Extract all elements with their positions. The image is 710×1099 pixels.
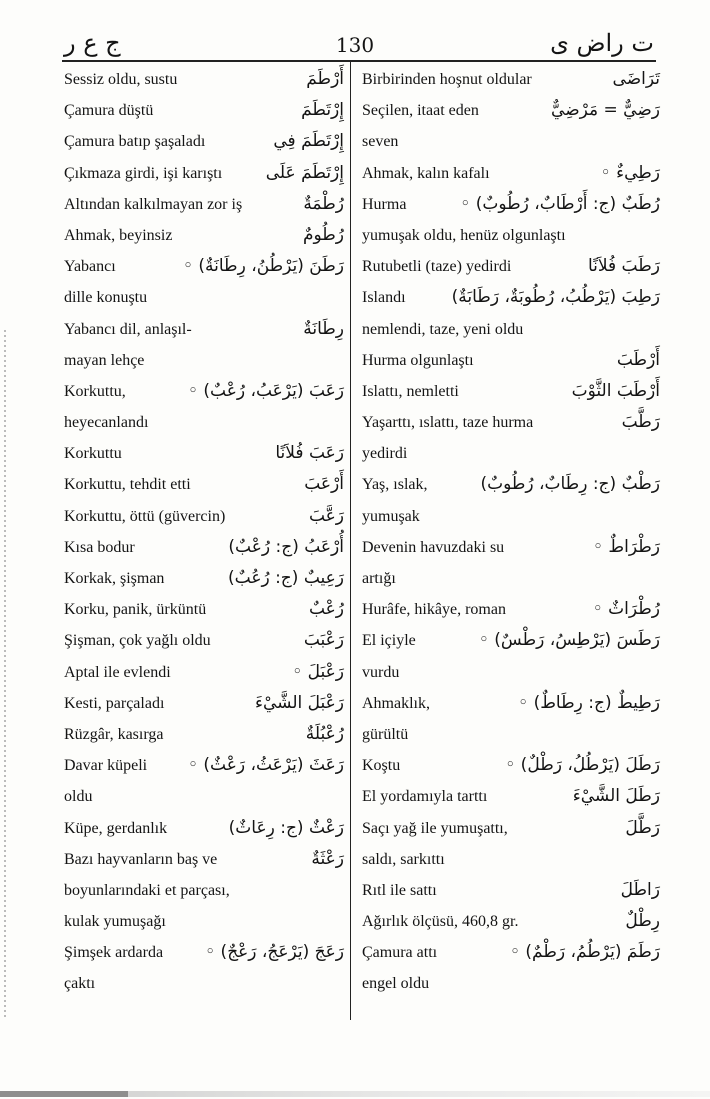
arabic-headword: رَطْرَاطٌ ◦ (593, 536, 660, 557)
left-column (64, 64, 344, 1000)
turkish-text: Ahmak, beyinsiz (64, 226, 173, 244)
turkish-text: Islattı, nemletti (362, 382, 459, 400)
dictionary-entry (362, 64, 660, 95)
turkish-text: çaktı (64, 975, 96, 993)
dictionary-entry (362, 251, 660, 282)
dictionary-entry (362, 657, 660, 688)
turkish-text: Altından kalkılmayan zor iş (64, 195, 243, 213)
arabic-headword: رُطَبٌ (ج: أَرْطَابٌ، رُطُوبٌ) ◦ (460, 193, 660, 214)
column-divider (350, 62, 351, 1020)
dictionary-entry (362, 189, 660, 220)
dictionary-entry (64, 968, 344, 999)
turkish-text: El yordamıyla tarttı (362, 788, 488, 806)
dictionary-entry (64, 625, 344, 656)
dictionary-entry (362, 594, 660, 625)
arabic-headword: تَرَاضَى (612, 69, 660, 89)
turkish-text: Rutubetli (taze) yedirdi (362, 258, 512, 276)
arabic-headword: رَاطَلَ (620, 879, 660, 900)
arabic-headword: رَطَلَ الشَّيْءَ (572, 786, 660, 807)
dictionary-entry (64, 875, 344, 906)
turkish-text: yumuşak oldu, henüz olgunlaştı (362, 226, 566, 244)
dictionary-entry (362, 875, 660, 906)
turkish-text: dille konuştu (64, 289, 148, 307)
dictionary-entry (64, 594, 344, 625)
dictionary-entry (64, 906, 344, 937)
arabic-headword: رَعْثٌ (ج: رِعَاثٌ) (228, 817, 344, 838)
dictionary-entry (64, 813, 344, 844)
dictionary-entry (362, 407, 660, 438)
dictionary-entry (64, 64, 344, 95)
arabic-headword: رَعَبَ (يَرْعَبُ، رُعْبٌ) ◦ (187, 380, 344, 401)
dictionary-entry (64, 251, 344, 282)
arabic-headword: رَطَّبَ (621, 412, 660, 433)
turkish-text: Devenin havuzdaki su (362, 538, 505, 556)
dictionary-entry (362, 314, 660, 345)
arabic-headword: رَطَلَ (يَرْطُلُ، رَطْلٌ) ◦ (505, 755, 660, 776)
turkish-text: Kısa bodur (64, 538, 135, 556)
arabic-headword: رَعْبَلَ ◦ (292, 661, 344, 682)
turkish-text: nemlendi, taze, yeni oldu (362, 320, 524, 338)
arabic-headword: رُطْرَاثٌ ◦ (592, 599, 660, 620)
dictionary-entry (362, 158, 660, 189)
dictionary-entry (362, 813, 660, 844)
turkish-text: Şişman, çok yağlı oldu (64, 632, 211, 650)
arabic-headword: رَطِيءٌ ◦ (600, 162, 660, 183)
dictionary-entry (64, 376, 344, 407)
arabic-headword: أَرْطَبَ (616, 349, 660, 370)
arabic-headword: رَعَجَ (يَرْعَجُ، رَعْجٌ) ◦ (205, 942, 344, 963)
turkish-text: Birbirinden hoşnut oldular (362, 71, 532, 88)
arabic-headword: رَعْبَبَ (303, 630, 344, 651)
dictionary-entry (64, 469, 344, 500)
dictionary-entry (362, 438, 660, 469)
dictionary-entry (64, 126, 344, 157)
dictionary-entry (64, 407, 344, 438)
turkish-text: Çamura düştü (64, 102, 154, 120)
dictionary-entry (362, 220, 660, 251)
turkish-text: Korkuttu, öttü (güvercin) (64, 507, 226, 525)
dictionary-entry (362, 469, 660, 500)
turkish-text: Ahmak, kalın kafalı (362, 164, 490, 182)
dictionary-entry (64, 220, 344, 251)
dictionary-entry (362, 719, 660, 750)
turkish-text: Çamura attı (362, 944, 438, 962)
header-right-title: ت راض ى (550, 29, 654, 57)
arabic-headword: رَطَنَ (يَرْطُنُ، رِطَانَةٌ) ◦ (182, 256, 344, 277)
dictionary-entry (362, 563, 660, 594)
turkish-text: Saçı yağ ile yumuşattı, (362, 819, 508, 837)
turkish-text: Koştu (362, 757, 401, 775)
arabic-headword: رِطَانَةٌ (303, 318, 344, 339)
dictionary-entry (362, 126, 660, 157)
arabic-headword: رَعِيبٌ (ج: رُعُبٌ) (228, 568, 344, 588)
arabic-headword: رُعْبٌ (308, 599, 344, 620)
turkish-text: gürültü (362, 725, 409, 743)
arabic-headword: رَطِبَ (يَرْطُبُ، رُطُوبَةٌ، رَطَابَةٌ) (451, 287, 660, 308)
turkish-text: El içiyle (362, 632, 416, 650)
turkish-text: Hurma (362, 195, 407, 213)
turkish-text: Sessiz oldu, sustu (64, 71, 178, 88)
scan-edge-dots (4, 330, 6, 1020)
arabic-headword: أُرْعَبُ (ج: رُعْبٌ) (228, 536, 344, 557)
turkish-text: Korkuttu (64, 445, 122, 463)
turkish-text: Korku, panik, ürküntü (64, 601, 207, 619)
dictionary-entry (64, 95, 344, 126)
arabic-headword: رَعَثَ (يَرْعَثُ، رَعْثٌ) ◦ (187, 755, 344, 776)
turkish-text: Rüzgâr, kasırga (64, 725, 164, 743)
header-rule (62, 60, 656, 62)
turkish-text: artığı (362, 570, 396, 587)
arabic-headword: أَرْعَبَ (304, 474, 344, 495)
arabic-headword: رَعَبَ فُلاَنًا (275, 443, 344, 464)
turkish-text: Korkuttu, tehdit etti (64, 476, 191, 494)
turkish-text: yedirdi (362, 445, 408, 463)
arabic-headword: رُعْبُلَةٌ (305, 723, 344, 744)
dictionary-entry (362, 968, 660, 999)
arabic-headword: رَطْبٌ (ج: رِطَابٌ، رُطُوبٌ) (480, 474, 660, 495)
dictionary-entry (64, 688, 344, 719)
arabic-headword: أَرْطَبَ الثَّوْبَ (571, 380, 660, 401)
dictionary-entry (362, 906, 660, 937)
arabic-headword: رُطْمَةٌ (303, 193, 344, 214)
turkish-text: vurdu (362, 663, 400, 681)
arabic-headword: رَطَبَ فُلاَنًا (587, 256, 660, 277)
dictionary-entry (362, 376, 660, 407)
dictionary-entry (64, 282, 344, 313)
arabic-headword: رَعْبَلَ الشَّيْءَ (255, 692, 344, 713)
arabic-headword: رُطُومٌ (302, 224, 344, 245)
turkish-text: engel oldu (362, 975, 430, 993)
dictionary-entry (64, 314, 344, 345)
arabic-headword: رَعْثَةٌ (311, 848, 344, 869)
turkish-text: Aptal ile evlendi (64, 663, 171, 681)
dictionary-entry (64, 438, 344, 469)
turkish-text: saldı, sarkıttı (362, 850, 445, 868)
turkish-text: Islandı (362, 289, 406, 307)
turkish-text: Ahmaklık, (362, 694, 430, 712)
dictionary-entry (64, 781, 344, 812)
turkish-text: Kesti, parçaladı (64, 694, 165, 712)
dictionary-entry (362, 345, 660, 376)
dictionary-entry (362, 95, 660, 126)
turkish-text: Rıtl ile sattı (362, 881, 437, 899)
turkish-text: Şimşek ardarda (64, 944, 164, 962)
dictionary-entry (362, 781, 660, 812)
turkish-text: Küpe, gerdanlık (64, 819, 168, 837)
turkish-text: Korkak, şişman (64, 570, 165, 587)
arabic-headword: رَطَمَ (يَرْطُمُ، رَطْمٌ) ◦ (509, 942, 660, 963)
turkish-text: Yaş, ıslak, (362, 476, 428, 494)
dictionary-entry (64, 719, 344, 750)
dictionary-entry (362, 750, 660, 781)
dictionary-entry (64, 158, 344, 189)
turkish-text: oldu (64, 788, 93, 806)
turkish-text: kulak yumuşağı (64, 913, 166, 931)
turkish-text: Çıkmaza girdi, işi karıştı (64, 164, 223, 182)
dictionary-entry (64, 345, 344, 376)
dictionary-entry (64, 189, 344, 220)
turkish-text: Yabancı dil, anlaşıl- (64, 320, 192, 338)
arabic-headword: رَعَّبَ (308, 505, 344, 526)
turkish-text: Korkuttu, (64, 382, 126, 400)
arabic-headword: أَرْطَمَ (306, 69, 344, 89)
dictionary-entry (64, 844, 344, 875)
turkish-text: heyecanlandı (64, 414, 149, 432)
dictionary-entry (362, 844, 660, 875)
arabic-headword: رَطَسَ (يَرْطِسُ، رَطْسٌ) ◦ (478, 630, 660, 651)
turkish-text: Davar küpeli (64, 757, 148, 775)
dictionary-entry (362, 282, 660, 313)
dictionary-entry (362, 937, 660, 968)
arabic-headword: رَطِيطٌ (ج: رِطَاطٌ) ◦ (518, 692, 660, 713)
turkish-text: Yabancı (64, 258, 116, 276)
arabic-headword: إِرْتَطَمَ عَلَى (265, 162, 344, 183)
arabic-headword: إِرْتَطَمَ (301, 100, 344, 121)
arabic-headword: رِطْلٌ (625, 911, 660, 932)
turkish-text: Hurma olgunlaştı (362, 351, 474, 369)
turkish-text: boyunlarındaki et parçası, (64, 881, 230, 899)
dictionary-entry (64, 750, 344, 781)
arabic-headword: رَطَّلَ (625, 817, 660, 838)
dictionary-entry (64, 937, 344, 968)
turkish-text: Yaşarttı, ıslattı, taze hurma (362, 414, 534, 432)
turkish-text: Çamura batıp şaşaladı (64, 133, 206, 151)
dictionary-entry (362, 532, 660, 563)
dictionary-entry (64, 501, 344, 532)
turkish-text: Seçilen, itaat eden (362, 102, 479, 120)
dictionary-entry (64, 657, 344, 688)
dictionary-entry (64, 563, 344, 594)
turkish-text: mayan lehçe (64, 351, 145, 369)
arabic-headword: رَضِيٌّ = مَرْضِيٌّ (551, 100, 660, 121)
page-number: 130 (335, 33, 375, 57)
arabic-headword: إِرْتَطَمَ فِي (273, 131, 344, 152)
turkish-text: Ağırlık ölçüsü, 460,8 gr. (362, 913, 519, 931)
turkish-text: Bazı hayvanların baş ve (64, 850, 218, 868)
header-left-letters: ج ع ر (64, 29, 121, 57)
dictionary-entry (362, 501, 660, 532)
dictionary-entry (362, 688, 660, 719)
turkish-text: Hurâfe, hikâye, roman (362, 601, 506, 619)
turkish-text: seven (362, 133, 399, 151)
dictionary-entry (362, 625, 660, 656)
dictionary-entry (64, 532, 344, 563)
right-column (362, 64, 660, 1000)
turkish-text: yumuşak (362, 507, 420, 525)
scan-bottom-strip (0, 1091, 710, 1097)
